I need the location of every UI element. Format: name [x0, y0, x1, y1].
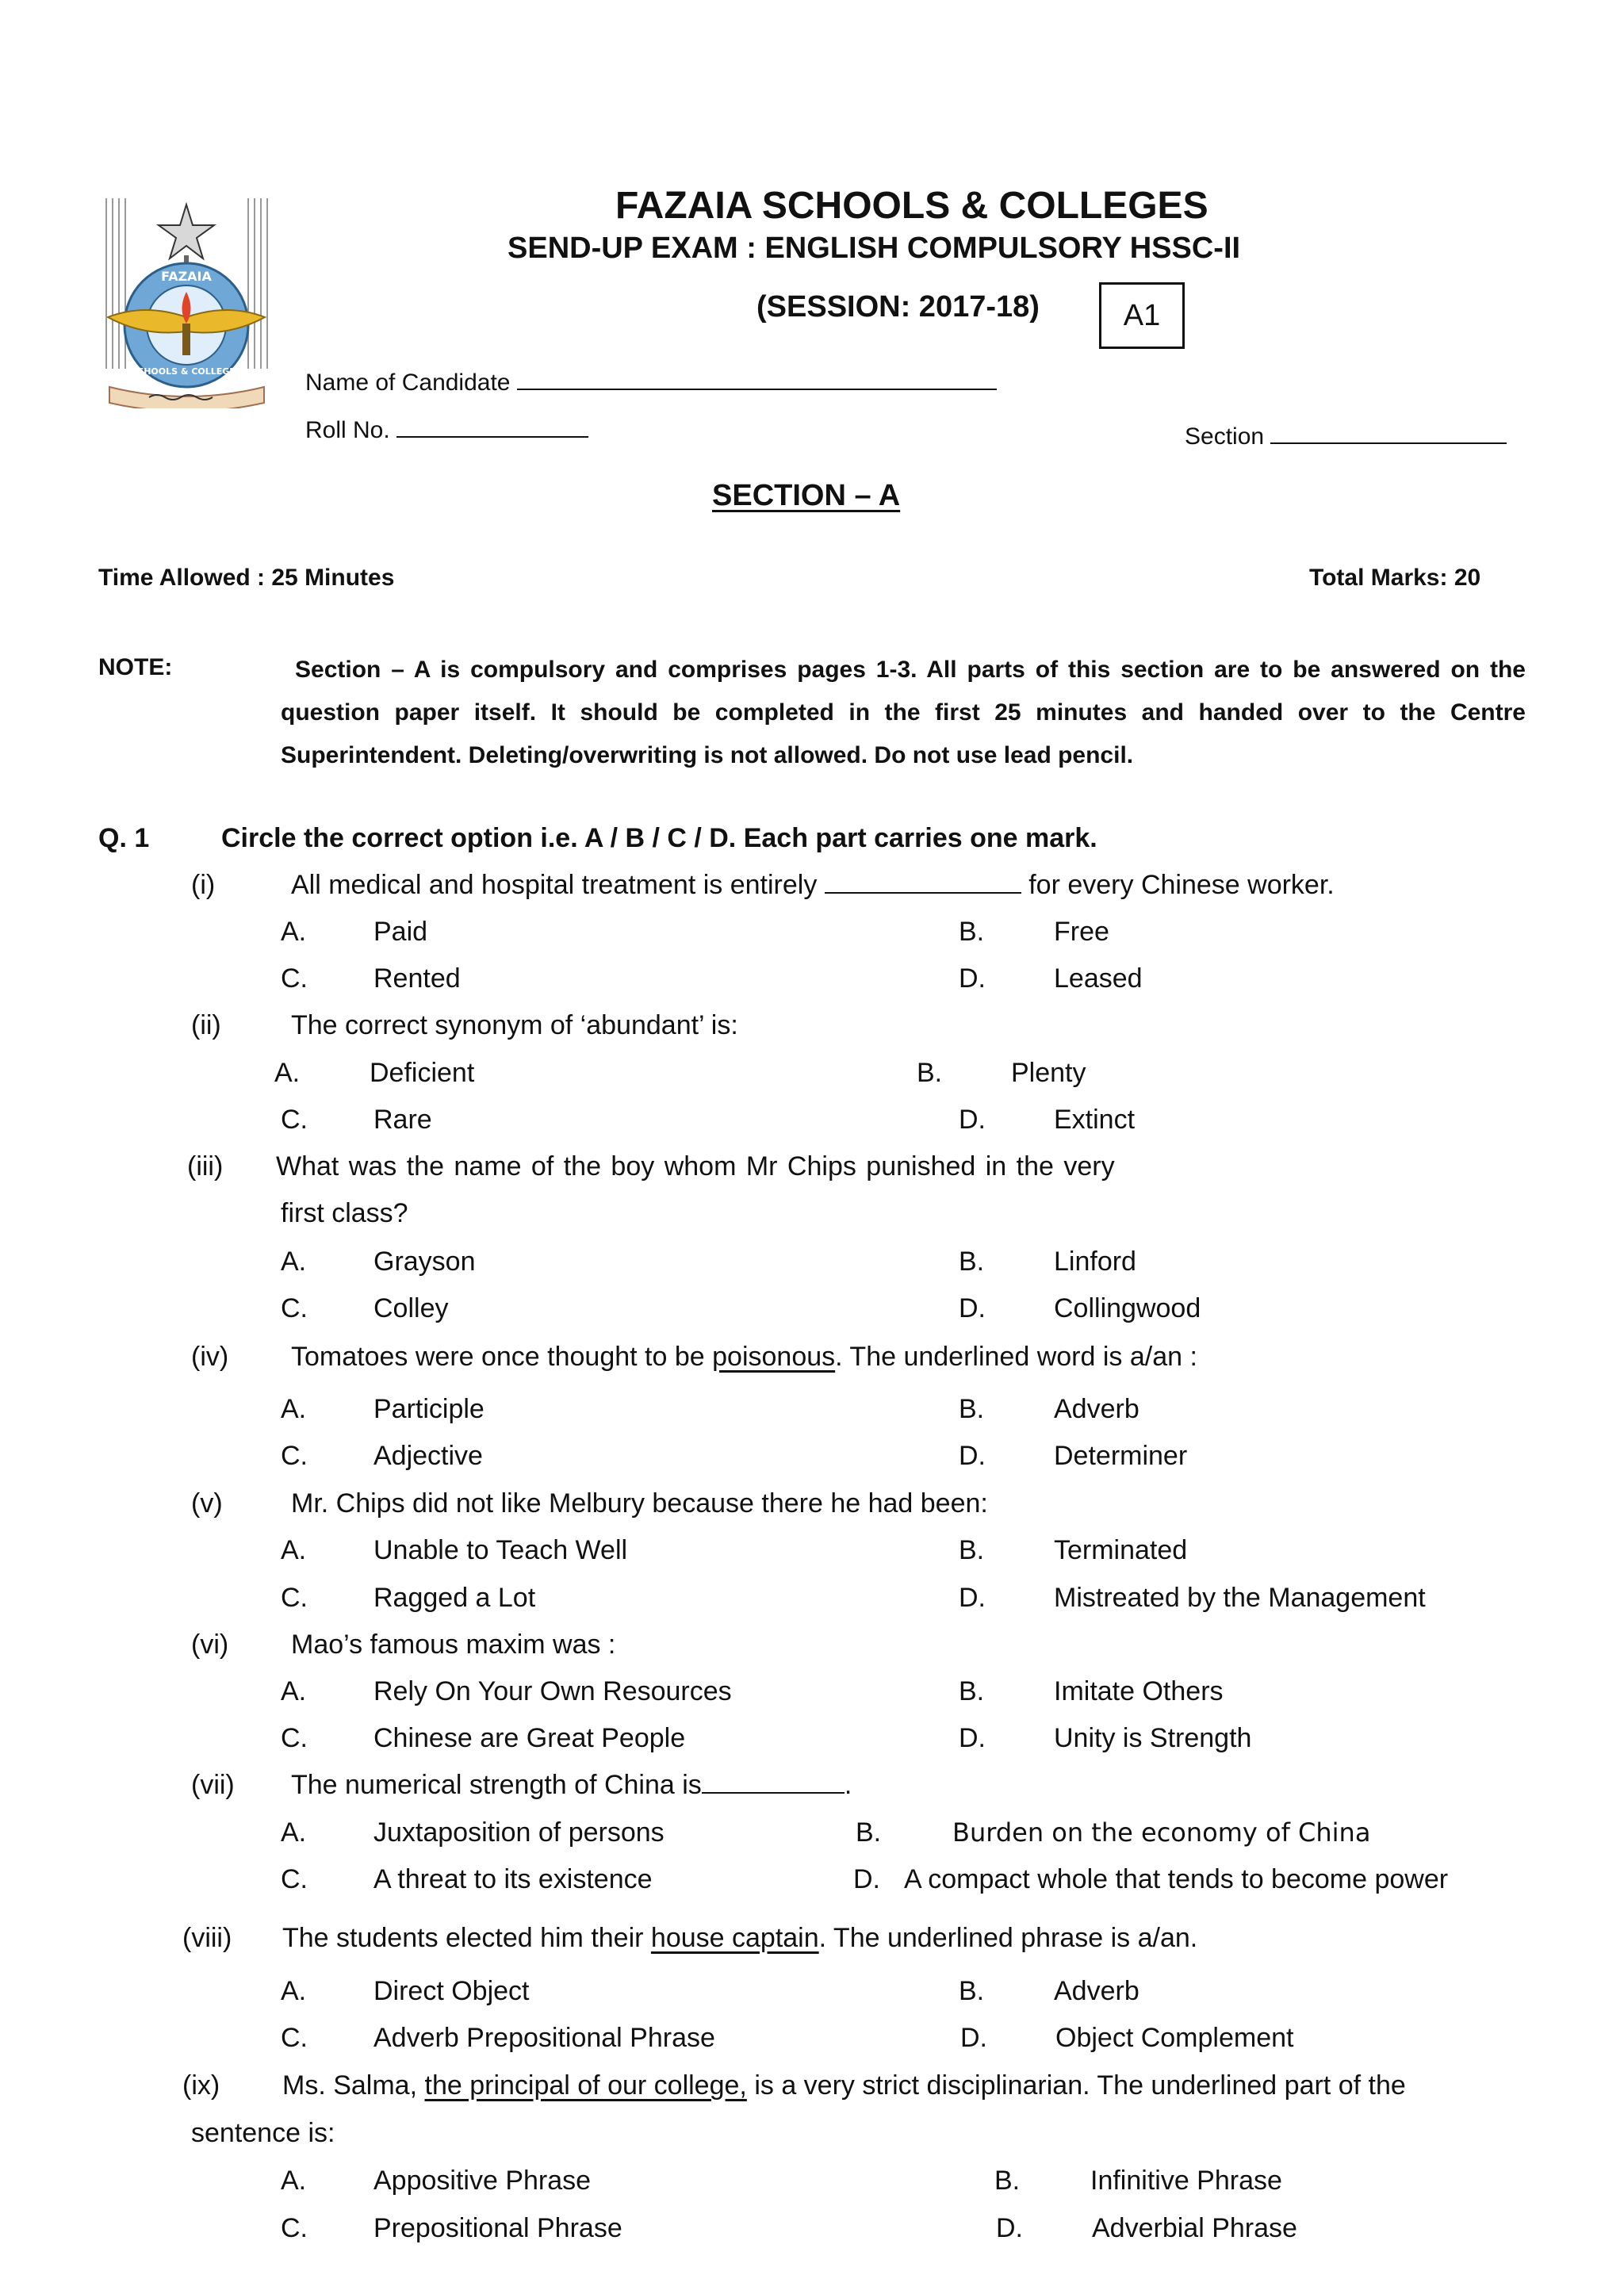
option-a-text[interactable]: Grayson	[373, 1247, 476, 1277]
option-b-label: B.	[959, 917, 985, 947]
option-c-label: C.	[281, 1441, 308, 1471]
option-a-text[interactable]: Unable to Teach Well	[373, 1535, 628, 1565]
part-iii-stem-line1: What was the name of the boy whom Mr Chips punished in the very	[276, 1151, 1115, 1181]
option-b-text[interactable]: Imitate Others	[1054, 1676, 1224, 1706]
option-b-text[interactable]: Infinitive Phrase	[1090, 2166, 1282, 2196]
option-b-label: B.	[856, 1817, 882, 1848]
star-icon	[159, 205, 214, 259]
option-a-text[interactable]: Juxtaposition of persons	[373, 1817, 665, 1848]
option-d-label: D.	[959, 1583, 986, 1613]
part-vi-number: (vi)	[191, 1630, 229, 1660]
option-b-text[interactable]: Linford	[1054, 1247, 1136, 1277]
option-d-label: D.	[959, 1105, 986, 1135]
school-logo	[102, 198, 272, 408]
option-d-text[interactable]: A compact whole that tends to become power	[904, 1864, 1449, 1894]
part-v-number: (v)	[191, 1488, 223, 1518]
option-c-label: C.	[281, 2023, 308, 2053]
exam-title: SEND-UP EXAM : ENGLISH COMPULSORY HSSC-II	[508, 232, 1241, 265]
part-ii-number: (ii)	[191, 1010, 221, 1040]
option-c-label: C.	[281, 1105, 308, 1135]
option-a-label: A.	[274, 1058, 301, 1088]
option-c-text[interactable]: Adverb Prepositional Phrase	[373, 2023, 715, 2053]
option-c-text[interactable]: Rented	[373, 963, 461, 994]
time-allowed: Time Allowed : 25 Minutes	[98, 565, 395, 591]
option-d-label: D.	[959, 1293, 986, 1323]
option-a-label: A.	[281, 1817, 307, 1848]
part-vi-stem: Mao’s famous maxim was :	[291, 1630, 616, 1660]
part-i-stem: All medical and hospital treatment is entirely for every Chinese worker.	[291, 870, 1335, 900]
part-iv-stem: Tomatoes were once thought to be poisonous. The underlined word is a/an :	[291, 1342, 1197, 1372]
option-d-label: D.	[996, 2213, 1023, 2243]
option-a-label: A.	[281, 1976, 307, 2006]
option-b-label: B.	[959, 1394, 985, 1424]
option-c-label: C.	[281, 1864, 308, 1894]
section-field[interactable]: Section	[1185, 420, 1507, 450]
option-a-text[interactable]: Rely On Your Own Resources	[373, 1676, 732, 1706]
option-c-text[interactable]: Adjective	[373, 1441, 483, 1471]
option-a-text[interactable]: Paid	[373, 917, 428, 947]
part-iii-number: (iii)	[187, 1151, 224, 1181]
option-a-label: A.	[281, 2166, 307, 2196]
option-c-label: C.	[281, 1293, 308, 1323]
svg-text:FAZAIA: FAZAIA	[161, 269, 212, 284]
option-c-label: C.	[281, 1583, 308, 1613]
option-c-text[interactable]: Chinese are Great People	[373, 1723, 686, 1753]
option-a-text[interactable]: Deficient	[370, 1058, 475, 1088]
option-d-label: D.	[853, 1864, 880, 1894]
option-b-label: B.	[959, 1247, 985, 1277]
option-b-text[interactable]: Plenty	[1011, 1058, 1086, 1088]
option-b-label: B.	[994, 2166, 1021, 2196]
option-d-text[interactable]: Extinct	[1054, 1105, 1136, 1135]
part-viii-number: (viii)	[182, 1923, 232, 1953]
note-label: NOTE:	[98, 654, 173, 680]
option-a-label: A.	[281, 1676, 307, 1706]
option-b-text[interactable]: Burden on the economy of China	[952, 1817, 1371, 1848]
session-label: (SESSION: 2017-18)	[756, 290, 1040, 324]
option-d-text[interactable]: Determiner	[1054, 1441, 1188, 1471]
option-c-text[interactable]: Ragged a Lot	[373, 1583, 536, 1613]
option-c-label: C.	[281, 963, 308, 994]
note-text: Section – A is compulsory and comprises pages 1-3. All parts of this section are to be answered on the question paper itself. It should be completed in the first 25 minutes and handed over to the Centre Superintendent. Deleting/overwriting is not allowed. Do not use lead pencil.	[281, 657, 1526, 768]
option-c-label: C.	[281, 2213, 308, 2243]
option-b-label: B.	[959, 1535, 985, 1565]
roll-number-field[interactable]: Roll No.	[305, 414, 588, 444]
part-ii-stem: The correct synonym of ‘abundant’ is:	[291, 1010, 738, 1040]
option-d-text[interactable]: Leased	[1054, 963, 1143, 994]
option-d-text[interactable]: Object Complement	[1055, 2023, 1294, 2053]
part-vii-stem: The numerical strength of China is .	[291, 1770, 852, 1800]
option-c-text[interactable]: A threat to its existence	[373, 1864, 653, 1894]
candidate-name-field[interactable]: Name of Candidate	[305, 366, 997, 396]
part-ix-stem-line2: sentence is:	[191, 2118, 335, 2148]
section-title: SECTION – A	[712, 479, 901, 512]
option-b-text[interactable]: Adverb	[1054, 1976, 1139, 2006]
option-a-text[interactable]: Appositive Phrase	[373, 2166, 592, 2196]
option-a-text[interactable]: Participle	[373, 1394, 485, 1424]
part-vii-number: (vii)	[191, 1770, 235, 1800]
question-number: Q. 1	[98, 823, 150, 853]
option-c-label: C.	[281, 1723, 308, 1753]
option-a-label: A.	[281, 917, 307, 947]
option-c-text[interactable]: Rare	[373, 1105, 432, 1135]
school-name: FAZAIA SCHOOLS & COLLEGES	[615, 185, 1208, 227]
paper-code-box: A1	[1099, 282, 1185, 349]
part-viii-stem: The students elected him their house captain. The underlined phrase is a/an.	[282, 1923, 1198, 1953]
svg-text:SCHOOLS & COLLEGES: SCHOOLS & COLLEGES	[131, 366, 242, 377]
option-c-text[interactable]: Prepositional Phrase	[373, 2213, 622, 2243]
option-d-text[interactable]: Collingwood	[1054, 1293, 1201, 1323]
option-a-label: A.	[281, 1247, 307, 1277]
option-d-label: D.	[959, 963, 986, 994]
total-marks: Total Marks: 20	[1309, 565, 1481, 591]
option-a-text[interactable]: Direct Object	[373, 1976, 530, 2006]
option-c-text[interactable]: Colley	[373, 1293, 449, 1323]
option-d-text[interactable]: Unity is Strength	[1054, 1723, 1252, 1753]
option-b-text[interactable]: Free	[1054, 917, 1109, 947]
option-d-text[interactable]: Mistreated by the Management	[1054, 1583, 1426, 1613]
part-ix-number: (ix)	[182, 2070, 220, 2101]
option-b-label: B.	[959, 1976, 985, 2006]
option-d-label: D.	[959, 1441, 986, 1471]
option-a-label: A.	[281, 1535, 307, 1565]
option-a-label: A.	[281, 1394, 307, 1424]
question-instruction: Circle the correct option i.e. A / B / C / D. Each part carries one mark.	[221, 823, 1097, 853]
part-ix-stem-line1: Ms. Salma, the principal of our college, is a very strict disciplinarian. The underlined part of the	[282, 2070, 1406, 2101]
part-iii-stem-line2: first class?	[281, 1198, 408, 1228]
part-v-stem: Mr. Chips did not like Melbury because there he had been:	[291, 1488, 988, 1518]
option-d-label: D.	[960, 2023, 987, 2053]
option-b-label: B.	[917, 1058, 943, 1088]
part-iv-number: (iv)	[191, 1342, 229, 1372]
option-d-text[interactable]: Adverbial Phrase	[1092, 2213, 1297, 2243]
option-d-label: D.	[959, 1723, 986, 1753]
option-b-text[interactable]: Terminated	[1054, 1535, 1188, 1565]
option-b-text[interactable]: Adverb	[1054, 1394, 1139, 1424]
part-i-number: (i)	[191, 870, 216, 900]
option-b-label: B.	[959, 1676, 985, 1706]
